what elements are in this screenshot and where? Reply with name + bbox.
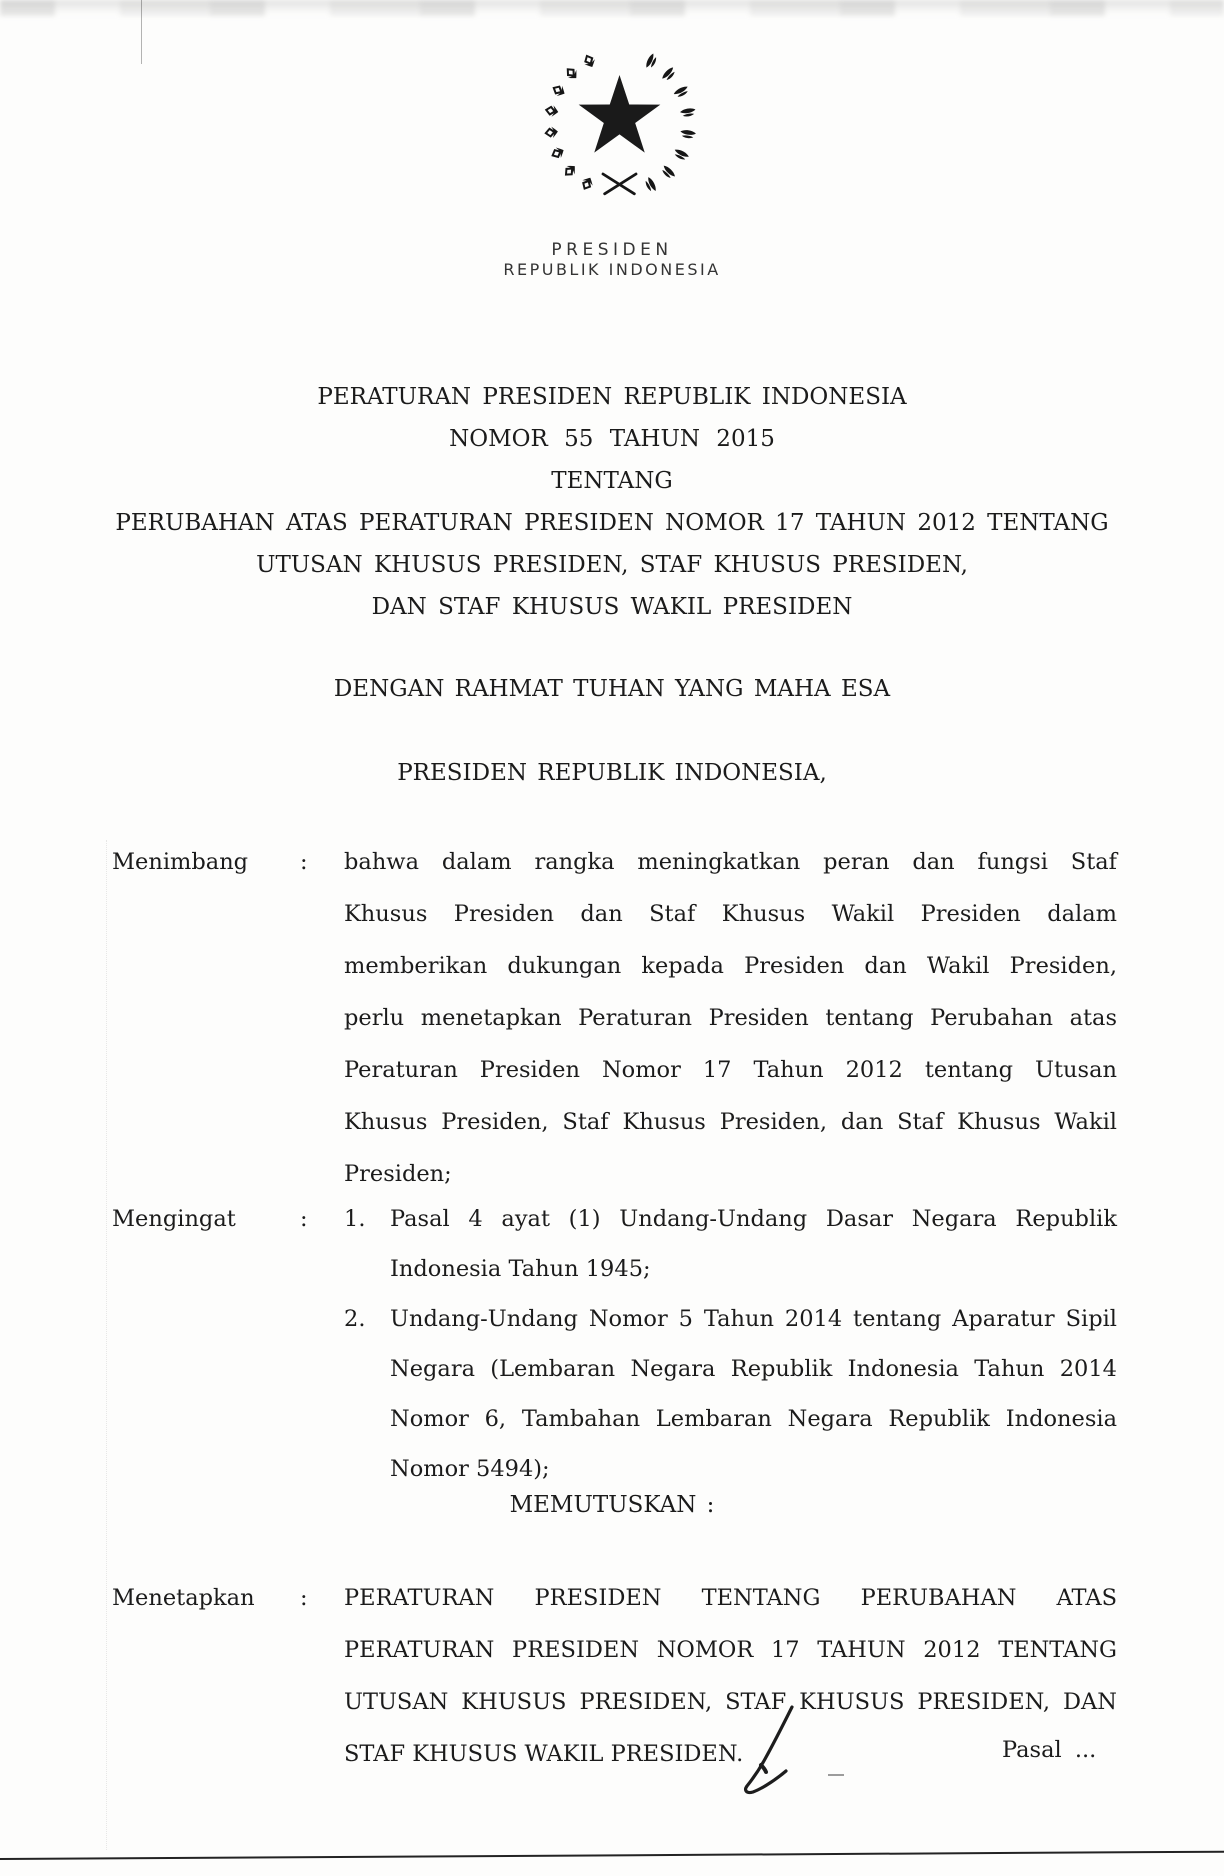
legal-item xyxy=(344,1194,1117,1294)
paragraph-line: Undang-Undang Nomor 5 Tahun 2014 tentang Aparatur Sipil xyxy=(390,1306,1117,1332)
scan-line-artifact-left xyxy=(106,840,107,1850)
title-line-6: DAN STAF KHUSUS WAKIL PRESIDEN xyxy=(371,594,853,620)
org-name-line2: REPUBLIK INDONESIA xyxy=(503,260,721,279)
org-name xyxy=(0,241,1224,279)
paragraph-line: PERATURAN PRESIDEN TENTANG PERUBAHAN ATAS xyxy=(344,1585,1117,1611)
considering-paragraph xyxy=(344,836,1117,1200)
section-considering xyxy=(112,836,1117,1200)
handwritten-paraf-mark-icon xyxy=(737,1703,815,1801)
paragraph-line: Khusus Presiden, Staf Khusus Presiden, dan Staf Khusus Wakil xyxy=(344,1109,1117,1135)
title-line-4: PERUBAHAN ATAS PERATURAN PRESIDEN NOMOR 17 TAHUN 2012 TENTANG xyxy=(115,510,1109,536)
paragraph-line: Pasal 4 ayat (1) Undang-Undang Dasar Negara Republik xyxy=(390,1206,1117,1232)
paragraph-line: Indonesia Tahun 1945; xyxy=(390,1256,651,1282)
legal-item-number: 2. xyxy=(344,1306,366,1332)
paragraph-line: PERATURAN PRESIDEN NOMOR 17 TAHUN 2012 TENTANG xyxy=(344,1637,1117,1663)
letterhead xyxy=(0,50,1224,199)
legal-item-text xyxy=(390,1294,1117,1494)
authority-line: PRESIDEN REPUBLIK INDONESIA, xyxy=(397,760,827,786)
page-catchword: Pasal ... xyxy=(1002,1737,1097,1763)
org-name-line1: PRESIDEN xyxy=(551,240,673,260)
section-label-mengingat: Mengingat xyxy=(112,1206,236,1232)
title-line-5: UTUSAN KHUSUS PRESIDEN, STAF KHUSUS PRESIDEN, xyxy=(256,552,968,578)
label-colon: : xyxy=(300,1585,308,1611)
decision-heading: MEMUTUSKAN : xyxy=(509,1492,715,1518)
legal-item-number: 1. xyxy=(344,1206,366,1232)
label-colon: : xyxy=(300,849,308,875)
paragraph-line: Nomor 6, Tambahan Lembaran Negara Republik Indonesia xyxy=(390,1406,1117,1432)
section-enacting xyxy=(112,1572,1117,1780)
paragraph-line: Khusus Presiden dan Staf Khusus Wakil Presiden dalam xyxy=(344,901,1117,927)
scan-dash-artifact xyxy=(828,1774,844,1776)
paragraph-line: UTUSAN KHUSUS PRESIDEN, STAF KHUSUS PRESIDEN, DAN xyxy=(344,1689,1117,1715)
regulation-title xyxy=(0,376,1224,628)
paragraph-line: perlu menetapkan Peraturan Presiden tentang Perubahan atas xyxy=(344,1005,1117,1031)
legal-basis-list xyxy=(344,1194,1117,1494)
scan-noise-band xyxy=(0,0,1224,16)
invocation-line: DENGAN RAHMAT TUHAN YANG MAHA ESA xyxy=(333,676,891,702)
page-bottom-rule xyxy=(0,1851,1224,1861)
title-line-2: NOMOR 55 TAHUN 2015 xyxy=(449,426,775,452)
paragraph-line: memberikan dukungan kepada Presiden dan Wakil Presiden, xyxy=(344,953,1117,979)
paragraph-line: Negara (Lembaran Negara Republik Indonesia Tahun 2014 xyxy=(390,1356,1117,1382)
section-legal-basis xyxy=(112,1194,1117,1494)
paragraph-line: STAF KHUSUS WAKIL PRESIDEN. xyxy=(344,1741,744,1767)
paragraph-line: Presiden; xyxy=(344,1161,452,1187)
title-line-1: PERATURAN PRESIDEN REPUBLIK INDONESIA xyxy=(317,384,907,410)
legal-item xyxy=(344,1294,1117,1494)
title-line-3: TENTANG xyxy=(551,468,673,494)
section-label-menetapkan: Menetapkan xyxy=(112,1585,255,1611)
label-colon: : xyxy=(300,1206,308,1232)
paragraph-line: Nomor 5494); xyxy=(390,1456,550,1482)
presidential-star-wreath-emblem-icon xyxy=(537,50,702,199)
paragraph-line: bahwa dalam rangka meningkatkan peran dan fungsi Staf xyxy=(344,849,1117,875)
paragraph-line: Peraturan Presiden Nomor 17 Tahun 2012 tentang Utusan xyxy=(344,1057,1117,1083)
section-label-menimbang: Menimbang xyxy=(112,849,249,875)
legal-item-text xyxy=(390,1194,1117,1294)
